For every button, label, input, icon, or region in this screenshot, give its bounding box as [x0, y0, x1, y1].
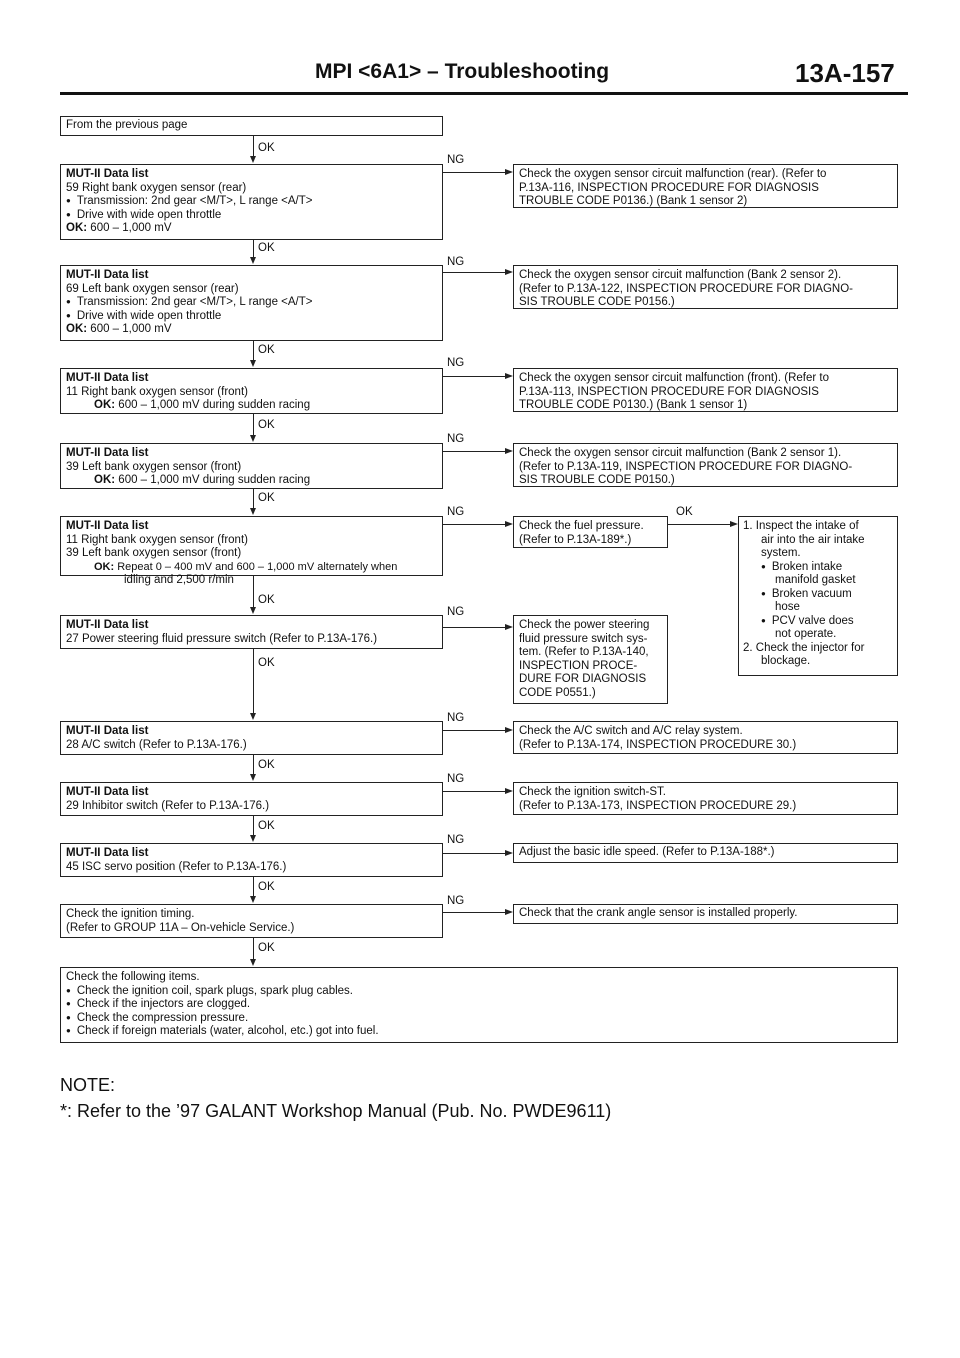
start-box	[60, 116, 443, 136]
ok-label: OK	[258, 242, 275, 254]
arrow-right	[505, 788, 513, 794]
footnote	[60, 1072, 611, 1124]
connector	[443, 172, 505, 173]
arrow-down	[250, 896, 256, 903]
arrow-down	[250, 713, 256, 720]
action-ac-box: Check the A/C switch and A/C relay system. (Refer to P.13A-174, INSPECTION PROCEDURE 30.)	[513, 721, 898, 754]
arrow-right	[505, 269, 513, 275]
action-1-box: Check the oxygen sensor circuit malfunction (rear). (Refer to P.13A-116, INSPECTION PROCEDURE FOR DIAGNOSIS TROUBLE CODE P0136.) (Bank 1 sensor 2)	[513, 164, 898, 208]
start-label: From the previous page	[66, 119, 188, 131]
ng-label: NG	[447, 712, 465, 724]
action-ignition-switch-box: Check the ignition switch-ST. (Refer to P.13A-173, INSPECTION PROCEDURE 29.)	[513, 782, 898, 815]
step-7-box: MUT-II Data list 28 A/C switch (Refer to P.13A-176.)	[60, 721, 443, 755]
arrow-right	[505, 727, 513, 733]
connector	[253, 414, 254, 436]
step-3-box: MUT-II Data list 11 Right bank oxygen sensor (front) OK: 600 – 1,000 mV during sudden racing	[60, 368, 443, 414]
ok-label: OK	[258, 759, 275, 771]
step-4-box: MUT-II Data list 39 Left bank oxygen sensor (front) OK: 600 – 1,000 mV during sudden racing	[60, 443, 443, 489]
arrow-down	[250, 360, 256, 367]
connector	[443, 791, 505, 792]
arrow-down	[250, 508, 256, 515]
connector	[443, 524, 505, 525]
connector	[253, 816, 254, 836]
ok-label: OK	[676, 506, 693, 518]
ok-label: OK	[258, 820, 275, 832]
action-2-box: Check the oxygen sensor circuit malfunction (Bank 2 sensor 2). (Refer to P.13A-122, INSPECTION PROCEDURE FOR DIAGNO- SIS TROUBLE CODE P0156.)	[513, 265, 898, 309]
ng-label: NG	[447, 773, 465, 785]
ng-label: NG	[447, 606, 465, 618]
arrow-right	[730, 521, 738, 527]
ng-label: NG	[447, 433, 465, 445]
ok-label: OK	[258, 142, 275, 154]
arrow-right	[505, 373, 513, 379]
arrow-down	[250, 607, 256, 614]
action-idle-speed-box: Adjust the basic idle speed. (Refer to P.13A-188*.)	[513, 843, 898, 863]
ignition-timing-box: Check the ignition timing. (Refer to GROUP 11A – On-vehicle Service.)	[60, 904, 443, 938]
ok-label: OK	[258, 344, 275, 356]
step-1-title: MUT-II Data list	[66, 168, 149, 180]
connector	[443, 376, 505, 377]
ng-label: NG	[447, 506, 465, 518]
ng-label: NG	[447, 357, 465, 369]
connector	[253, 576, 254, 608]
arrow-right	[505, 909, 513, 915]
arrow-right	[505, 624, 513, 630]
step-5-box: MUT-II Data list 11 Right bank oxygen sensor (front) 39 Left bank oxygen sensor (front) OK: Repeat 0 – 400 mV and 600 – 1,000 mV alternately when idling and 2,500 r/min	[60, 516, 443, 576]
connector	[443, 451, 505, 452]
connector	[253, 938, 254, 960]
step-1-box: MUT-II Data list 59 Right bank oxygen sensor (rear) ● Transmission: 2nd gear <M/T>, L range <A/T> ● Drive with wide open throttle OK: 600 – 1,000 mV	[60, 164, 443, 240]
connector	[253, 341, 254, 361]
connector	[443, 272, 505, 273]
arrow-right	[505, 169, 513, 175]
connector	[253, 877, 254, 897]
note-label: NOTE:	[60, 1075, 116, 1095]
ok-label: OK	[258, 657, 275, 669]
connector	[253, 649, 254, 714]
connector	[443, 627, 505, 628]
step-9-box: MUT-II Data list 45 ISC servo position (Refer to P.13A-176.)	[60, 843, 443, 877]
connector	[253, 755, 254, 775]
arrow-right	[505, 850, 513, 856]
fuel-pressure-box: Check the fuel pressure. (Refer to P.13A-189*.)	[513, 516, 668, 548]
connector	[253, 136, 254, 156]
action-4-box: Check the oxygen sensor circuit malfunction (Bank 2 sensor 1). (Refer to P.13A-119, INSPECTION PROCEDURE FOR DIAGNO- SIS TROUBLE CODE P0150.)	[513, 443, 898, 487]
ok-label: OK	[258, 881, 275, 893]
connector	[253, 240, 254, 258]
arrow-right	[505, 521, 513, 527]
ok-label: OK	[258, 594, 275, 606]
ng-label: NG	[447, 895, 465, 907]
step-2-box: MUT-II Data list 69 Left bank oxygen sensor (rear) ● Transmission: 2nd gear <M/T>, L range <A/T> ● Drive with wide open throttle OK: 600 – 1,000 mV	[60, 265, 443, 341]
ng-label: NG	[447, 256, 465, 268]
connector	[253, 489, 254, 509]
inspect-intake-box: 1. Inspect the intake of air into the air intake system. ● Broken intake manifold gasket ● Broken vacuum hose ● PCV valve does not operate. 2. Check the injector for blockage.	[738, 516, 898, 676]
arrow-down	[250, 435, 256, 442]
ng-label: NG	[447, 834, 465, 846]
final-checks-box: Check the following items. ● Check the ignition coil, spark plugs, spark plug cables. ● Check if the injectors are clogged. ● Check the compression pressure. ● Check if foreign materials (water, alcohol, etc.) got into fuel.	[60, 967, 898, 1043]
connector	[443, 853, 505, 854]
action-crank-sensor-box: Check that the crank angle sensor is installed properly.	[513, 904, 898, 924]
ok-label: OK	[258, 942, 275, 954]
arrow-down	[250, 835, 256, 842]
arrow-down	[250, 774, 256, 781]
connector	[668, 524, 730, 525]
note-text: *: Refer to the ’97 GALANT Workshop Manual (Pub. No. PWDE9611)	[60, 1101, 612, 1121]
ok-label: OK	[258, 492, 275, 504]
arrow-down	[250, 257, 256, 264]
step-6-box: MUT-II Data list 27 Power steering fluid pressure switch (Refer to P.13A-176.)	[60, 615, 443, 649]
ng-label: NG	[447, 154, 465, 166]
connector	[443, 730, 505, 731]
connector	[443, 912, 505, 913]
power-steering-box: Check the power steering fluid pressure switch sys- tem. (Refer to P.13A-140, INSPECTION PROCE- DURE FOR DIAGNOSIS CODE P0551.)	[513, 615, 668, 704]
ok-label: OK	[258, 419, 275, 431]
arrow-down	[250, 959, 256, 966]
arrow-down	[250, 156, 256, 163]
step-8-box: MUT-II Data list 29 Inhibitor switch (Refer to P.13A-176.)	[60, 782, 443, 816]
action-3-box: Check the oxygen sensor circuit malfunction (front). (Refer to P.13A-113, INSPECTION PROCEDURE FOR DIAGNOSIS TROUBLE CODE P0130.) (Bank 1 sensor 1)	[513, 368, 898, 412]
header-rule	[60, 92, 908, 95]
page-title: MPI <6A1> – Troubleshooting	[315, 60, 610, 83]
page-number: 13A-157	[795, 58, 895, 88]
arrow-right	[505, 448, 513, 454]
